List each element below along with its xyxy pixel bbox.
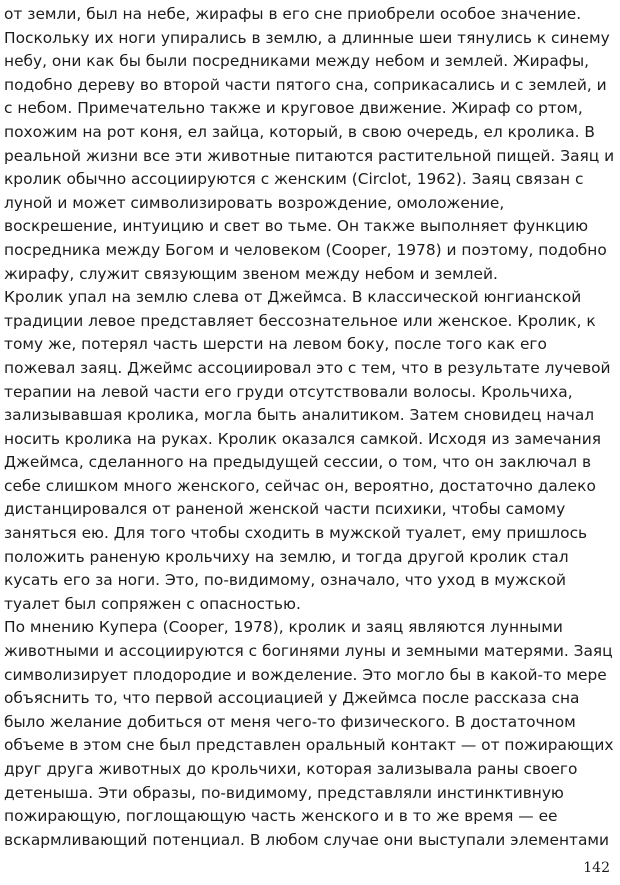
text-line: положить раненую крольчиху на землю, и тогда другой кролик стал bbox=[4, 547, 569, 566]
text-line: заняться ею. Для того чтобы сходить в мужской туалет, ему пришлось bbox=[4, 524, 588, 543]
text-line: кусать его за ноги. Это, по-видимому, означало, что уход в мужской bbox=[4, 571, 567, 590]
text-line: воскрешение, интуицию и свет во тьме. Он также выполняет функцию bbox=[4, 217, 589, 236]
text-line: кролик обычно ассоциируются с женским (Circlot, 1962). Заяц связан с bbox=[4, 170, 584, 189]
page-number: 142 bbox=[583, 860, 610, 876]
text-line: подобно дереву во второй части пятого сна, соприкасались и с землей, и bbox=[4, 75, 607, 94]
text-line: пожирающую, поглощающую часть женского и в то же время — ее bbox=[4, 807, 558, 826]
text-line: зализывавшая кролика, могла быть аналитиком. Затем сновидец начал bbox=[4, 406, 595, 425]
text-line: носить кролика на руках. Кролик оказался самкой. Исходя из замечания bbox=[4, 429, 601, 448]
text-line: пожевал заяц. Джеймс ассоциировал это с тем, что в результате лучевой bbox=[4, 358, 611, 377]
text-line: дистанцировался от раненой женской части психики, чтобы самому bbox=[4, 500, 566, 519]
text-line: символизирует плодородие и вожделение. Это могло бы в какой-то мере bbox=[4, 665, 607, 684]
text-line: традиции левое представляет бессознательное или женское. Кролик, к bbox=[4, 311, 596, 330]
text-line: от земли, был на небе, жирафы в его сне приобрели особое значение. bbox=[4, 5, 582, 23]
text-line: детеныша. Эти образы, по-видимому, представляли инстинктивную bbox=[4, 783, 564, 802]
text-line: объяснить то, что первой ассоциацией у Джеймса после рассказа сна bbox=[4, 689, 580, 708]
text-line: реальной жизни все эти животные питаются растительной пищей. Заяц и bbox=[4, 146, 615, 165]
text-line: посредника между Богом и человеком (Cooper, 1978) и поэтому, подобно bbox=[4, 240, 607, 259]
text-line: небу, они как бы были посредниками между небом и землей. Жирафы, bbox=[4, 52, 589, 71]
text-line: было желание добиться от меня чего-то физического. В достаточном bbox=[4, 712, 576, 731]
text-line: тому же, потерял часть шерсти на левом боку, после того как его bbox=[4, 335, 547, 354]
document-page bbox=[4, 0, 616, 885]
text-line: Джеймса, сделанного на предыдущей сессии, о том, что он заключал в bbox=[4, 453, 592, 472]
text-line: туалет был сопряжен с опасностью. bbox=[4, 594, 301, 613]
body-text bbox=[4, 3, 616, 852]
text-line: друг друга животных до крольчихи, которая зализывала раны своего bbox=[4, 760, 578, 778]
text-line: похожим на рот коня, ел зайца, который, в свою очередь, ел кролика. В bbox=[4, 122, 595, 141]
text-line: с небом. Примечательно также и круговое движение. Жираф со ртом, bbox=[4, 99, 583, 118]
text-line: объеме в этом сне был представлен оральный контакт — от пожирающих bbox=[4, 736, 614, 755]
text-line: Кролик упал на землю слева от Джеймса. В классической юнгианской bbox=[4, 288, 582, 307]
text-line: Поскольку их ноги упирались в землю, а длинные шеи тянулись к синему bbox=[4, 28, 610, 47]
text-line: вскармливающий потенциал. В любом случае они выступали элементами bbox=[4, 830, 610, 849]
text-line: луной и может символизировать возрождение, омоложение, bbox=[4, 193, 505, 212]
text-line: себе слишком много женского, сейчас он, вероятно, достаточно далеко bbox=[4, 476, 596, 495]
text-line: терапии на левой части его груди отсутствовали волосы. Крольчиха, bbox=[4, 382, 573, 401]
text-line: жирафу, служит связующим звеном между небом и землей. bbox=[4, 264, 498, 283]
text-line: животными и ассоциируются с богинями луны и земными матерями. Заяц bbox=[4, 642, 613, 661]
text-line: По мнению Купера (Cooper, 1978), кролик и заяц являются лунными bbox=[4, 618, 563, 637]
